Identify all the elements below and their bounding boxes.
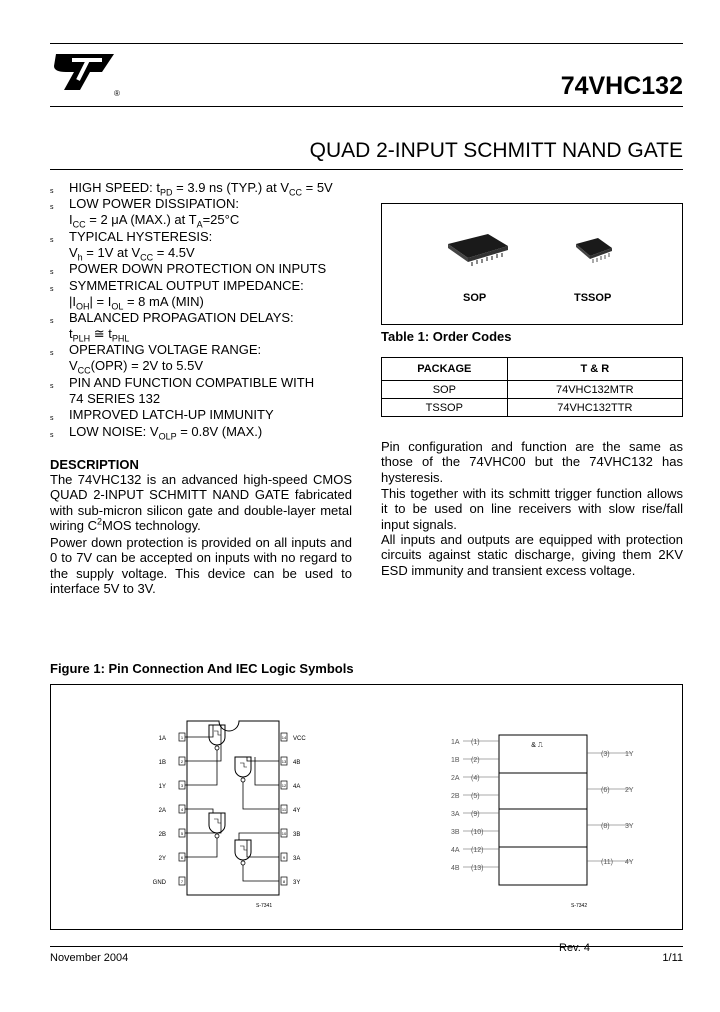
iec-input-number: (5) xyxy=(471,793,480,800)
feature-text: BALANCED PROPAGATION DELAYS: xyxy=(69,310,294,325)
feature-text: PIN AND FUNCTION COMPATIBLE WITH xyxy=(69,375,315,390)
sop-package-image xyxy=(444,230,512,268)
table-row xyxy=(382,399,683,417)
right-pin-label: VCC xyxy=(293,736,306,742)
feature-item xyxy=(50,261,370,277)
description-para-2: Power down protection is provided on all inputs and 0 to 7V can be accepted on inputs with no regard to the supply voltage. This device can be used to interface 5V to 3V. xyxy=(50,535,352,597)
order-table-title: Table 1: Order Codes xyxy=(381,329,512,344)
feature-text: HIGH SPEED: $t_{PD} = 3.9$ ns (TYP.) at $V_{CC} = 5V$ xyxy=(69,180,333,198)
bullet-icon: s xyxy=(50,350,54,357)
iec-input-label: 2A xyxy=(451,775,460,782)
iec-output-label: 3Y xyxy=(625,823,634,830)
figure-title: Figure 1: Pin Connection And IEC Logic Symbols xyxy=(50,661,354,676)
left-pin-label: 1A xyxy=(158,736,166,742)
package-cell: SOP xyxy=(382,381,508,399)
schmitt-icon xyxy=(214,731,221,735)
feature-text: LOW POWER DISSIPATION: xyxy=(69,196,239,211)
iec-input-number: (13) xyxy=(471,865,484,872)
wire xyxy=(185,813,221,833)
iec-input-label: 2B xyxy=(451,793,460,800)
iec-symbol: & ⎍ xyxy=(531,742,543,749)
nand-gate-icon xyxy=(209,813,225,833)
description-heading: DESCRIPTION xyxy=(50,457,139,472)
iec-code: S-7342 xyxy=(571,903,588,909)
left-pin-label: 1B xyxy=(158,760,166,766)
wire xyxy=(247,840,279,857)
wire xyxy=(247,757,279,761)
feature-detail: $t_{PLH}$ ≅ $t_{PHL}$ xyxy=(69,326,130,344)
description-para-1: The 74VHC132 is an advanced high-speed CMOS QUAD 2-INPUT SCHMITT NAND GATE fabricated with sub-micron silicon gate and double-layer metal wiring $C^2MOS$ technology. xyxy=(50,472,352,534)
right-pin-number: 14 xyxy=(281,735,287,740)
iec-input-label: 1B xyxy=(451,757,460,764)
feature-item xyxy=(50,180,370,196)
page-number: 1/11 xyxy=(662,952,683,964)
right-pin-number: 13 xyxy=(281,759,287,764)
iec-input-number: (2) xyxy=(471,757,480,764)
feature-detail: $V_h = 1V$ at $V_{CC} = 4.5V$ xyxy=(69,245,195,263)
feature-text: OPERATING VOLTAGE RANGE: xyxy=(69,342,262,357)
right-para-1: Pin configuration and function are the same as those of the 74VHC00 but the 74VHC132 has hysteresis. xyxy=(381,439,683,485)
wire xyxy=(185,809,213,813)
feature-text: POWER DOWN PROTECTION ON INPUTS xyxy=(69,261,327,276)
iec-output-label: 1Y xyxy=(625,751,634,758)
right-pin-number: 11 xyxy=(281,807,287,812)
right-pin-label: 4Y xyxy=(293,808,301,814)
feature-item xyxy=(50,310,370,342)
order-code-cell: 74VHC132MTR xyxy=(507,381,682,399)
bullet-icon: s xyxy=(50,383,54,390)
wire xyxy=(185,725,221,761)
feature-detail: $I_{CC} = 2$ μA (MAX.) at $T_A=25^\circ C$ xyxy=(69,212,240,230)
feature-text: SYMMETRICAL OUTPUT IMPEDANCE: xyxy=(69,278,304,293)
iec-output-label: 2Y xyxy=(625,787,634,794)
left-pin-number: 1 xyxy=(180,735,184,740)
left-pin-label: 2B xyxy=(158,832,166,838)
right-para-3: All inputs and outputs are equipped with protection circuits against static discharge, giving them 2KV ESD immunity and transient excess voltage. xyxy=(381,532,683,578)
iec-input-label: 3A xyxy=(451,811,460,818)
part-number: 74VHC132 xyxy=(560,72,683,100)
footer-date: November 2004 xyxy=(50,952,129,964)
feature-item xyxy=(50,196,370,228)
package-cell: TSSOP xyxy=(382,399,508,417)
feature-text: TYPICAL HYSTERESIS: xyxy=(69,229,213,244)
ic-code: S-7341 xyxy=(256,903,273,909)
left-pin-number: 6 xyxy=(180,855,184,860)
wire xyxy=(243,782,279,809)
footer-rule xyxy=(50,946,683,947)
gate-bubble xyxy=(215,834,219,838)
ic-body xyxy=(187,721,279,895)
revision: Rev. 4 xyxy=(559,942,590,954)
feature-item xyxy=(50,278,370,310)
iec-input-number: (4) xyxy=(471,775,480,782)
subtitle-rule xyxy=(50,169,683,170)
top-rule xyxy=(50,43,683,44)
iec-output-label: 4Y xyxy=(625,859,634,866)
schmitt-icon xyxy=(240,763,247,767)
gate-bubble xyxy=(215,746,219,750)
wire xyxy=(185,750,217,785)
package-box xyxy=(381,203,683,325)
right-pin-label: 4B xyxy=(293,760,301,766)
iec-output-number: (6) xyxy=(601,787,610,794)
left-pin-label: 2Y xyxy=(158,856,166,862)
iec-input-number: (9) xyxy=(471,811,480,818)
iec-input-number: (12) xyxy=(471,847,484,854)
page-subtitle: QUAD 2-INPUT SCHMITT NAND GATE xyxy=(309,139,683,162)
feature-item xyxy=(50,342,370,374)
tssop-label: TSSOP xyxy=(574,292,612,304)
left-pin-number: 5 xyxy=(180,831,184,836)
iec-input-label: 1A xyxy=(451,739,460,746)
wire xyxy=(239,833,279,840)
right-pin-label: 4A xyxy=(293,784,301,790)
bullet-icon: s xyxy=(50,269,54,276)
iec-output-number: (11) xyxy=(601,859,613,866)
order-code-cell: 74VHC132TTR xyxy=(507,399,682,417)
iec-input-label: 4A xyxy=(451,847,460,854)
iec-input-number: (1) xyxy=(471,739,480,746)
bullet-icon: s xyxy=(50,204,54,211)
right-pin-number: 12 xyxy=(281,783,287,788)
figure-box xyxy=(50,684,683,930)
left-pin-label: GND xyxy=(152,880,166,886)
iec-block xyxy=(499,735,587,885)
tssop-package-image xyxy=(572,234,616,268)
right-pin-label: 3A xyxy=(293,856,301,862)
table-row xyxy=(382,381,683,399)
feature-text: LOW NOISE: $V_{OLP} = 0.8V$ (MAX.) xyxy=(69,424,263,442)
nand-gate-icon xyxy=(235,757,251,777)
right-pin-number: 8 xyxy=(282,879,286,884)
feature-item xyxy=(50,229,370,261)
iec-input-label: 3B xyxy=(451,829,460,836)
bullet-icon: s xyxy=(50,237,54,244)
order-codes-table xyxy=(381,357,683,417)
left-pin-number: 3 xyxy=(180,783,184,788)
feature-item xyxy=(50,407,370,423)
iec-input-number: (10) xyxy=(471,829,484,836)
iec-input-label: 4B xyxy=(451,865,460,872)
st-logo xyxy=(50,52,122,98)
left-pin-number: 2 xyxy=(180,759,184,764)
feature-item xyxy=(50,424,370,440)
left-pin-number: 4 xyxy=(180,807,184,812)
feature-item xyxy=(50,375,370,407)
feature-detail: $|I_{OH}| = I_{OL} = 8$ mA (MIN) xyxy=(69,294,204,312)
right-para-2: This together with its schmitt trigger function allows it to be used on line receivers with slow rise/fall input signals. xyxy=(381,486,683,532)
bullet-icon: s xyxy=(50,415,54,422)
right-pin-label: 3Y xyxy=(293,880,301,886)
order-table-header: T & R xyxy=(507,358,682,381)
bullet-icon: s xyxy=(50,318,54,325)
sop-label: SOP xyxy=(463,292,487,304)
feature-detail: $V_{CC}(OPR) = 2V$ to 5.5V xyxy=(69,358,204,376)
bullet-icon: s xyxy=(50,188,54,195)
wire xyxy=(243,865,279,881)
nand-gate-icon xyxy=(209,725,225,745)
schmitt-icon xyxy=(214,819,221,823)
left-pin-number: 7 xyxy=(180,879,184,884)
feature-text: IMPROVED LATCH-UP IMMUNITY xyxy=(69,407,274,422)
feature-detail: 74 SERIES 132 xyxy=(69,391,161,406)
gate-bubble xyxy=(241,778,245,782)
header-rule xyxy=(50,106,683,107)
bullet-icon: s xyxy=(50,432,54,439)
left-pin-label: 1Y xyxy=(158,784,166,790)
gate-bubble xyxy=(241,861,245,865)
iec-output-number: (3) xyxy=(601,751,610,758)
bullet-icon: s xyxy=(50,286,54,293)
left-pin-label: 2A xyxy=(158,808,166,814)
schmitt-icon xyxy=(240,846,247,850)
order-table-header: PACKAGE xyxy=(382,358,508,381)
svg-text:®: ® xyxy=(114,89,120,98)
iec-output-number: (8) xyxy=(601,823,610,830)
right-pin-number: 10 xyxy=(281,831,287,836)
right-pin-label: 3B xyxy=(293,832,301,838)
right-pin-number: 9 xyxy=(282,855,286,860)
wire xyxy=(185,838,217,857)
pin-connection-diagram xyxy=(51,685,682,929)
